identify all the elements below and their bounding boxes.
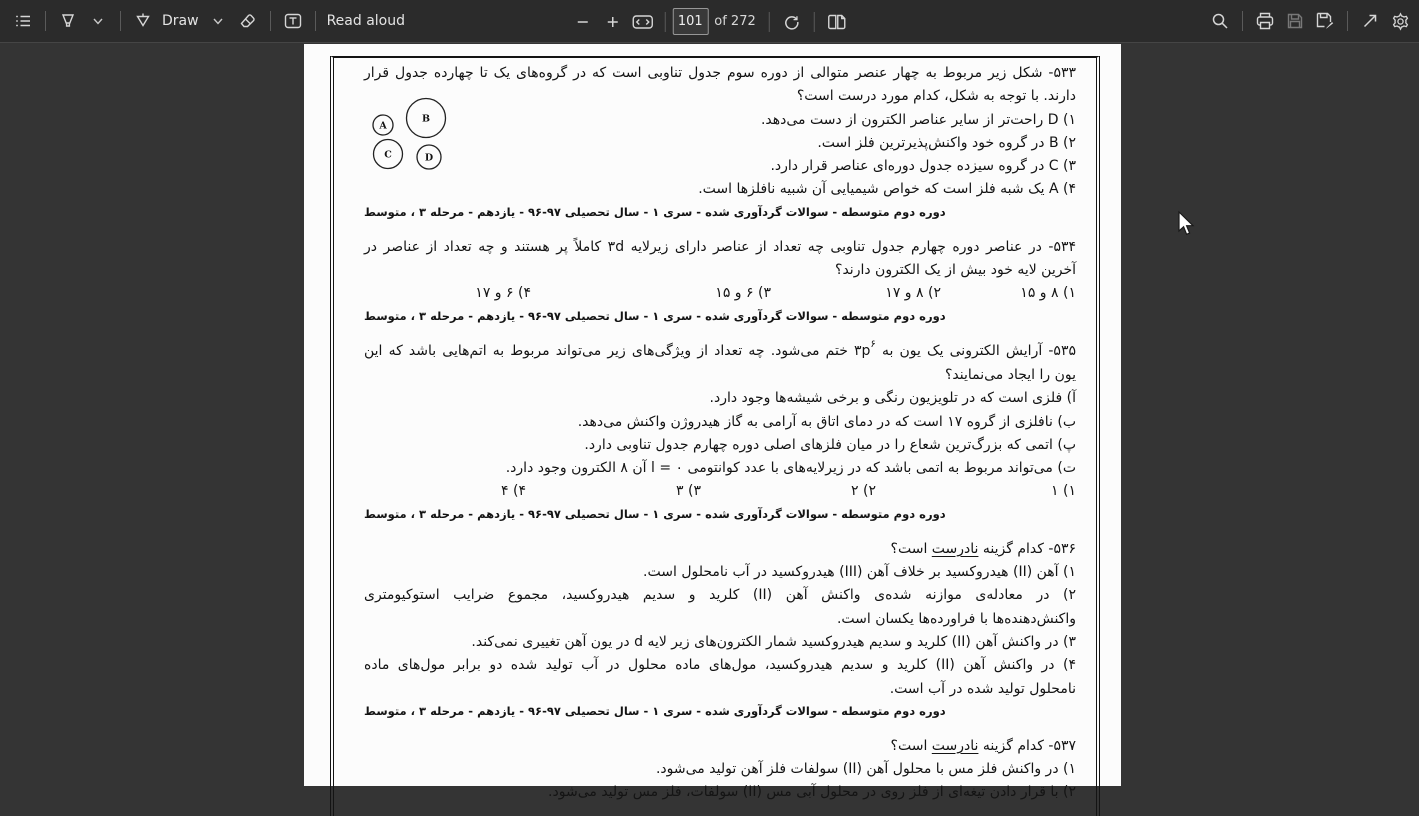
- statement-item: ب) نافلزی از گروه ۱۷ است که در دمای اتاق به آرامی به گاز هیدروژن واکنش می‌دهد.: [364, 411, 1076, 434]
- mouse-cursor: [1178, 211, 1198, 242]
- toolbar-right-group: [1205, 5, 1419, 37]
- answer-option: ۲) در معادله‌ی موازنه شده‌ی واکنش آهن (II) کلرید و سدیم هیدروکسید، مجموع ضرایب استوکیومتری: [364, 584, 1076, 607]
- source-citation: دوره دوم متوسطه - سوالات گردآوری شده - سری ۱ - سال تحصیلی ۹۷-۹۶ - یازدهم - مرحله ۳ ، متوسط: [364, 205, 1076, 219]
- page-view-icon[interactable]: [822, 6, 852, 38]
- eraser-icon[interactable]: [233, 5, 263, 37]
- question-536: [364, 538, 1076, 701]
- question-text: ۵۳۴- در عناصر دوره چهارم جدول تناوبی چه تعداد از عناصر دارای زیرلایه ⁦۳d⁩ کاملاً پر هستند و چه تعداد از عناصر در: [364, 236, 1076, 259]
- statement-item: آ) فلزی است که در تلویزیون رنگی و برخی شیشه‌ها وجود دارد.: [364, 387, 1076, 410]
- toolbar-divider: [45, 11, 46, 31]
- circle-label-d: D: [425, 153, 433, 164]
- save-as-icon[interactable]: [1310, 5, 1340, 37]
- circle-label-c: C: [384, 150, 392, 161]
- underlined-word: نادرست: [932, 738, 979, 754]
- print-icon[interactable]: [1250, 5, 1280, 37]
- toolbar-divider: [1242, 11, 1243, 31]
- toolbar-divider: [769, 12, 770, 32]
- question-text: دارند. با توجه به شکل، کدام مورد درست است؟: [364, 85, 1076, 108]
- circle-label-b: B: [422, 114, 430, 125]
- source-citation: دوره دوم متوسطه - سوالات گردآوری شده - سری ۱ - سال تحصیلی ۹۷-۹۶ - یازدهم - مرحله ۳ ، متوسط: [364, 309, 1076, 323]
- answer-option: نامحلول تولید شده در آب است.: [364, 678, 1076, 701]
- table-of-contents-icon[interactable]: [8, 5, 38, 37]
- toolbar-divider: [814, 12, 815, 32]
- answer-option: ۲) ۲: [701, 480, 876, 503]
- question-537: [364, 735, 1076, 805]
- answer-option: ۲) B در گروه خود واکنش‌پذیرترین فلز است.: [364, 132, 1076, 155]
- zoom-out-icon[interactable]: [567, 6, 597, 38]
- fullscreen-icon[interactable]: [1355, 5, 1385, 37]
- zoom-in-icon[interactable]: [597, 6, 627, 38]
- circle-label-a: A: [378, 121, 387, 132]
- settings-gear-icon[interactable]: [1385, 5, 1415, 37]
- answer-option: ۲) ۸ و ۱۷: [771, 282, 941, 305]
- toolbar-divider: [315, 11, 316, 31]
- answer-option: ۴) ۴: [364, 480, 526, 503]
- pdf-toolbar: [0, 0, 1419, 43]
- answer-option: ۱) ۱: [876, 480, 1076, 503]
- toolbar-center-group: [567, 0, 851, 43]
- question-text: ۵۳۵- آرایش الکترونی یک یون به $۳p^۶$ ختم می‌شود. چه تعداد از ویژگی‌های زیر می‌تواند مربوط به اتم‌هایی باشد که این: [364, 340, 1076, 364]
- answer-option: ۴) در واکنش آهن (II) کلرید و سدیم هیدروکسید، مول‌های ماده محلول در آب تولید شده دو برابر مول‌های ماده: [364, 654, 1076, 677]
- answer-option: ۱) آهن (II) هیدروکسید بر خلاف آهن (III) هیدروکسید در آب نامحلول است.: [364, 561, 1076, 584]
- search-icon[interactable]: [1205, 5, 1235, 37]
- answer-option: ۱) در واکنش فلز مس با محلول آهن (II) سولفات فلز آهن تولید می‌شود.: [364, 758, 1076, 781]
- rotate-icon[interactable]: [777, 6, 807, 38]
- question-text: آخرین لایه خود بیش از یک الکترون دارند؟: [364, 259, 1076, 282]
- answer-option: ۳) ۳: [526, 480, 701, 503]
- answer-option: ۱) ۸ و ۱۵: [941, 282, 1076, 305]
- answer-option: ۳) در واکنش آهن (II) کلرید و سدیم هیدروکسید شمار الکترون‌های زیر لایه d در یون آهن تغییری نمی‌کند.: [364, 631, 1076, 654]
- statement-item: ت) می‌تواند مربوط به اتمی باشد که در زیرلایه‌های با عدد کوانتومی ⁦l = ۰⁩ آن ۸ الکترون وجود دارد.: [364, 457, 1076, 480]
- answer-options-row: [364, 480, 1076, 503]
- save-icon: [1280, 5, 1310, 37]
- question-text: ۵۳۳- شکل زیر مربوط به چهار عنصر متوالی از دوره سوم جدول تناوبی است که در گروه‌های یک تا چهارده جدول قرار: [364, 62, 1076, 85]
- draw-pen-icon[interactable]: [128, 5, 158, 37]
- underlined-word: نادرست: [932, 541, 979, 557]
- statement-item: پ) اتمی که بزرگ‌ترین شعاع را در میان فلزهای اصلی دوره چهارم جدول تناوبی دارد.: [364, 434, 1076, 457]
- answer-option: ۱) D راحت‌تر از سایر عناصر الکترون از دست می‌دهد.: [364, 109, 1076, 132]
- fit-to-width-icon[interactable]: [627, 6, 657, 38]
- toolbar-divider: [664, 12, 665, 32]
- toolbar-left-group: [0, 5, 409, 37]
- toolbar-divider: [120, 11, 121, 31]
- read-aloud-button[interactable]: Read aloud: [323, 13, 409, 29]
- answer-options-row: [364, 282, 1076, 305]
- highlighter-dropdown-chevron-icon[interactable]: [83, 5, 113, 37]
- answer-option: ۴) ۶ و ۱۷: [364, 282, 531, 305]
- question-533: [364, 62, 1076, 202]
- pdf-page: [304, 44, 1121, 786]
- electron-config-formula: $۳p^۶$: [854, 340, 876, 364]
- question-535: [364, 340, 1076, 504]
- answer-option: ۳) C در گروه سیزده جدول دوره‌ای عناصر قرار دارد.: [364, 155, 1076, 178]
- page-number-input[interactable]: [672, 8, 708, 35]
- draw-button-label[interactable]: Draw: [158, 13, 203, 29]
- page-total-label: of 272: [708, 14, 761, 29]
- toolbar-divider: [1347, 11, 1348, 31]
- highlighter-icon[interactable]: [53, 5, 83, 37]
- source-citation: دوره دوم متوسطه - سوالات گردآوری شده - سری ۱ - سال تحصیلی ۹۷-۹۶ - یازدهم - مرحله ۳ ، متوسط: [364, 507, 1076, 521]
- add-text-icon[interactable]: [278, 5, 308, 37]
- element-circles-diagram: [354, 94, 464, 187]
- answer-option: ۳) ۶ و ۱۵: [531, 282, 771, 305]
- question-534: [364, 236, 1076, 306]
- toolbar-divider: [270, 11, 271, 31]
- question-text: ۵۳۶- کدام گزینه نادرست است؟: [364, 538, 1076, 561]
- answer-option: ۲) با قرار دادن تیغه‌ای از فلز روی در محلول آبی مس (II) سولفات، فلز مس تولید می‌شود.: [364, 781, 1076, 804]
- document-frame: [330, 56, 1100, 816]
- answer-option: واکنش‌دهنده‌ها با فراورده‌ها یکسان است.: [364, 608, 1076, 631]
- answer-option: ۴) A یک شبه فلز است که خواص شیمیایی آن شبیه نافلزها است.: [364, 178, 1076, 201]
- question-text: ۵۳۷- کدام گزینه نادرست است؟: [364, 735, 1076, 758]
- question-text: یون را ایجاد می‌نمایند؟: [364, 364, 1076, 387]
- source-citation: دوره دوم متوسطه - سوالات گردآوری شده - سری ۱ - سال تحصیلی ۹۷-۹۶ - یازدهم - مرحله ۳ ، متوسط: [364, 704, 1076, 718]
- draw-dropdown-chevron-icon[interactable]: [203, 5, 233, 37]
